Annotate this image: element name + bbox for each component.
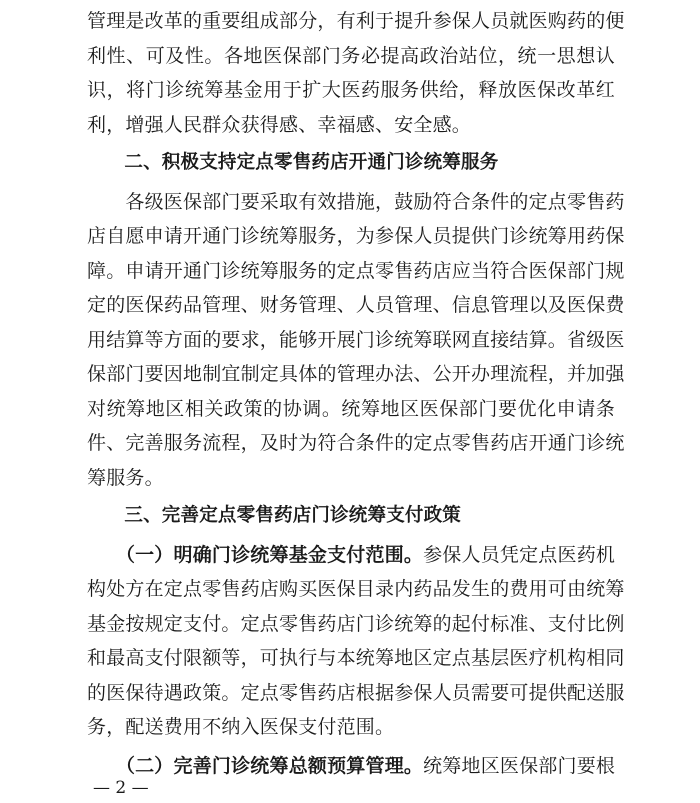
text-line: 管理是改革的重要组成部分，有利于提升参保人员就医购药的便 [87, 10, 625, 32]
text-line [87, 749, 615, 784]
text-line: 的医保待遇政策。定点零售药店根据参保人员需要可提供配送服 [87, 681, 625, 704]
section-2-paragraph [87, 185, 625, 496]
text-line: 基金按规定支付。定点零售药店门诊统筹的起付标准、支付比例 [87, 612, 625, 635]
text-line: 保部门要因地制宜制定具体的管理办法、公开办理流程，并加强 [87, 363, 625, 385]
text-line: 件、完善服务流程，及时为符合条件的定点零售药店开通门诊统 [87, 432, 625, 454]
text-line: 构处方在定点零售药店购买医保目录内药品发生的费用可由统筹 [87, 578, 625, 600]
subsection-heading-2: （二）完善门诊统筹总额预算管理。 [125, 754, 424, 777]
text-line: 障。申请开通门诊统筹服务的定点零售药店应当符合医保部门规 [87, 259, 625, 282]
text-span: 参保人员凭定点医药机 [423, 543, 616, 566]
text-line: 对统筹地区相关政策的协调。统筹地区医保部门要优化申请条 [87, 397, 615, 420]
text-line: 定的医保药品管理、财务管理、人员管理、信息管理以及医保费 [87, 294, 625, 316]
page-number: — 2 — [93, 778, 149, 798]
text-line [87, 538, 615, 573]
subsection-heading-1: （一）明确门诊统筹基金支付范围。 [125, 543, 424, 566]
document-body [87, 0, 625, 783]
text-line: 识，将门诊统筹基金用于扩大医药服务供给，释放医保改革红 [87, 79, 615, 101]
text-line: 利，增强人民群众获得感、幸福感、安全感。 [87, 113, 472, 136]
text-line: 用结算等方面的要求，能够开展门诊统筹联网直接结算。省级医 [87, 328, 625, 351]
intro-paragraph [87, 4, 625, 142]
text-line: 筹服务。 [87, 466, 164, 489]
section-3-paragraph-2 [87, 749, 615, 784]
text-line: 务，配送费用不纳入医保支付范围。 [87, 716, 395, 738]
text-span: 统筹地区医保部门要根 [423, 754, 616, 777]
text-line: 各级医保部门要采取有效措施，鼓励符合条件的定点零售药 [87, 190, 625, 213]
section-heading-3: 三、完善定点零售药店门诊统筹支付政策 [87, 505, 462, 526]
section-heading-2: 二、积极支持定点零售药店开通门诊统筹服务 [87, 152, 499, 173]
section-3-paragraph-1 [87, 538, 625, 745]
text-line: 和最高支付限额等，可执行与本统筹地区定点基层医疗机构相同 [87, 647, 625, 669]
text-line: 利性、可及性。各地医保部门务必提高政治站位，统一思想认 [87, 44, 615, 67]
text-line: 店自愿申请开通门诊统筹服务，为参保人员提供门诊统筹用药保 [87, 225, 625, 247]
